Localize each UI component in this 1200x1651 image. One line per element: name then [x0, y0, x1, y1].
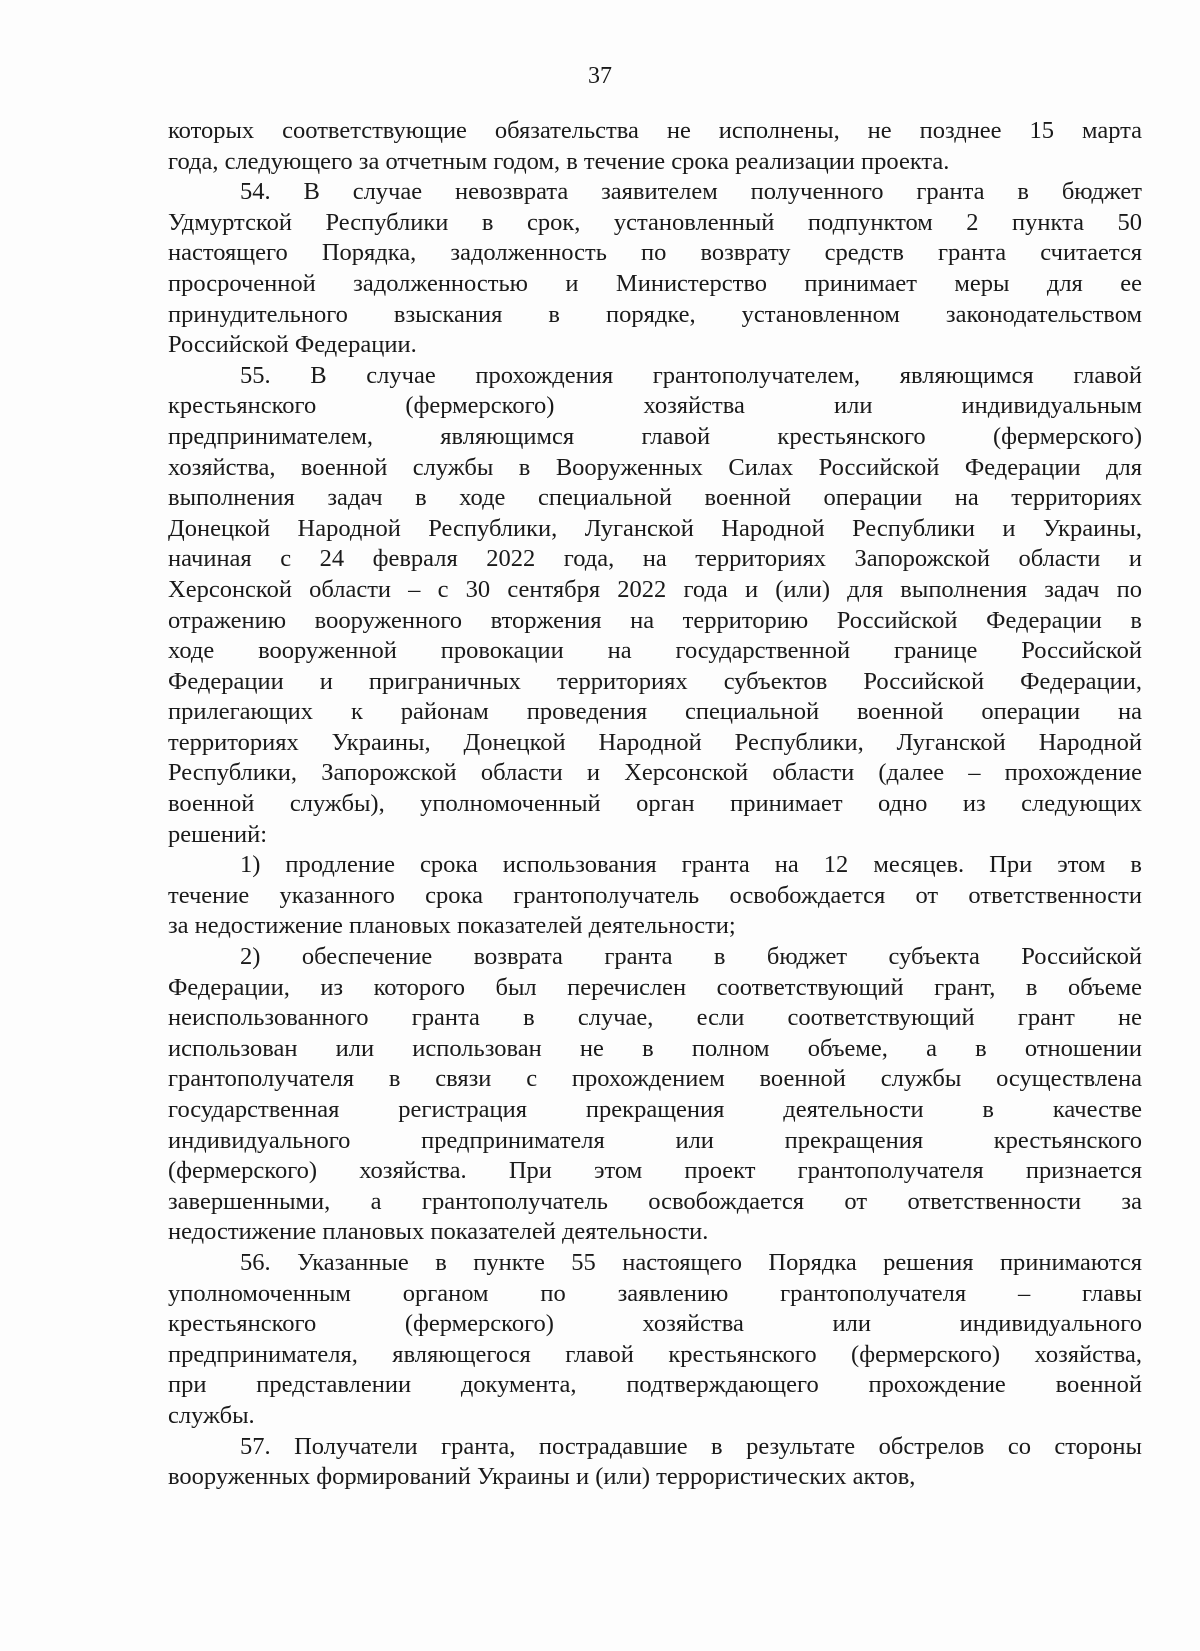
document-body — [168, 116, 1142, 1493]
text-line: Российской Федерации. — [168, 331, 417, 359]
text-line: (фермерского) хозяйства. При этом проект грантополучателя признается — [168, 1157, 1142, 1185]
text-line: 56. Указанные в пункте 55 настоящего Порядка решения принимаются — [240, 1248, 1142, 1276]
text-line: территориях Украины, Донецкой Народной Республики, Луганской Народной — [168, 728, 1142, 756]
text-line: Донецкой Народной Республики, Луганской Народной Республики и Украины, — [168, 514, 1142, 542]
text-line: течение указанного срока грантополучатель освобождается от ответственности — [168, 881, 1142, 909]
text-line: крестьянского (фермерского) хозяйства или индивидуального — [168, 1310, 1142, 1338]
paragraph-p56 — [168, 1248, 1142, 1432]
text-line: выполнения задач в ходе специальной военной операции на территориях — [168, 484, 1142, 512]
text-line: вооруженных формирований Украины и (или) террористических актов, — [168, 1463, 916, 1491]
text-line: года, следующего за отчетным годом, в течение срока реализации проекта. — [168, 147, 950, 175]
text-line: использован или использован не в полном объеме, а в отношении — [168, 1034, 1142, 1062]
text-line: Федерации, из которого был перечислен соответствующий грант, в объеме — [168, 973, 1142, 1001]
text-line: уполномоченным органом по заявлению грантополучателя – главы — [168, 1279, 1142, 1307]
text-line: предпринимателя, являющегося главой крестьянского (фермерского) хозяйства, — [168, 1340, 1142, 1368]
text-line: решений: — [168, 820, 268, 848]
text-line: службы. — [168, 1401, 255, 1429]
text-line: 1) продление срока использования гранта на 12 месяцев. При этом в — [240, 851, 1142, 879]
text-line: государственная регистрация прекращения деятельности в качестве — [168, 1096, 1142, 1123]
text-line: грантополучателя в связи с прохождением военной службы осуществлена — [168, 1065, 1142, 1093]
paragraph-p54 — [168, 177, 1142, 361]
text-line: индивидуального предпринимателя или прекращения крестьянского — [168, 1126, 1142, 1154]
text-line: настоящего Порядка, задолженность по возврату средств гранта считается — [168, 239, 1142, 267]
page-number: 37 — [588, 63, 612, 89]
text-line: прилегающих к районам проведения специальной военной операции на — [168, 698, 1142, 726]
text-line: Республики, Запорожской области и Херсонской области (далее – прохождение — [168, 759, 1142, 787]
text-line: при представлении документа, подтверждающего прохождение военной — [168, 1371, 1142, 1399]
text-line: военной службы), уполномоченный орган принимает одно из следующих — [168, 790, 1142, 818]
text-line: Федерации и приграничных территориях субъектов Российской Федерации, — [168, 667, 1142, 695]
text-line: Удмуртской Республики в срок, установленный подпунктом 2 пункта 50 — [168, 208, 1142, 236]
text-line: принудительного взыскания в порядке, установленном законодательством — [168, 300, 1142, 328]
text-line: отражению вооруженного вторжения на территорию Российской Федерации в — [168, 606, 1142, 634]
paragraph-p55_1 — [168, 850, 1142, 942]
text-line: 55. В случае прохождения грантополучателем, являющимся главой — [240, 361, 1142, 389]
text-line: неиспользованного гранта в случае, если соответствующий грант не — [168, 1004, 1142, 1032]
text-line: ходе вооруженной провокации на государственной границе Российской — [168, 637, 1142, 665]
text-line: предпринимателем, являющимся главой крестьянского (фермерского) — [168, 422, 1142, 450]
text-line: недостижение плановых показателей деятельности. — [168, 1218, 709, 1246]
text-line: за недостижение плановых показателей деятельности; — [168, 912, 736, 940]
text-line: завершенными, а грантополучатель освобождается от ответственности за — [168, 1187, 1142, 1215]
text-line: хозяйства, военной службы в Вооруженных Силах Российской Федерации для — [168, 453, 1142, 481]
text-line: крестьянского (фермерского) хозяйства или индивидуальным — [168, 392, 1142, 420]
text-line: 57. Получатели гранта, пострадавшие в результате обстрелов со стороны — [240, 1432, 1142, 1460]
paragraph-p55 — [168, 361, 1142, 851]
paragraph-p0 — [168, 116, 1142, 177]
text-line: начиная с 24 февраля 2022 года, на территориях Запорожской области и — [168, 545, 1142, 573]
text-line: 54. В случае невозврата заявителем полученного гранта в бюджет — [240, 178, 1142, 206]
text-line: Херсонской области – с 30 сентября 2022 года и (или) для выполнения задач по — [168, 575, 1142, 603]
text-line: просроченной задолженностью и Министерство принимает меры для ее — [168, 269, 1142, 297]
text-line: которых соответствующие обязательства не исполнены, не позднее 15 марта — [168, 117, 1142, 144]
text-line: 2) обеспечение возврата гранта в бюджет субъекта Российской — [240, 943, 1142, 971]
paragraph-p57 — [168, 1432, 1142, 1493]
paragraph-p55_2 — [168, 942, 1142, 1248]
